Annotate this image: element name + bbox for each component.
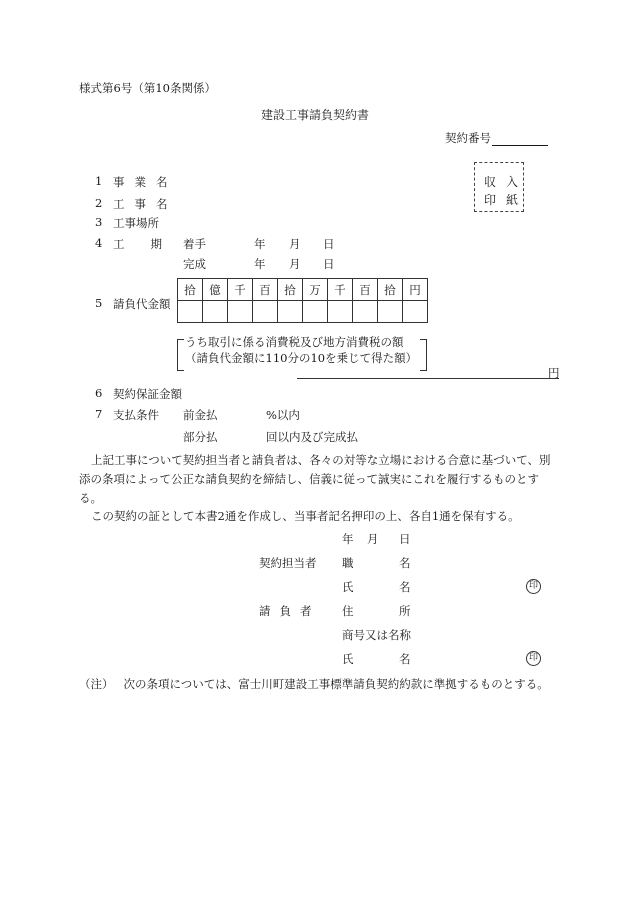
digit-input-cell[interactable] [328, 301, 353, 323]
advance-payment-label: 前金払 [183, 408, 218, 422]
stamp-char: 入 [506, 175, 519, 189]
bracket-right [420, 339, 427, 371]
contractor-name-label: 氏 [342, 652, 354, 666]
contract-number [445, 130, 548, 146]
item-number: 7 [95, 407, 103, 421]
contractor-company-label: 商号又は名称 [342, 628, 411, 642]
contractor-seal-icon: 印 [526, 651, 541, 666]
officer-name-suffix: 名 [399, 580, 411, 594]
digit-input-cell[interactable] [253, 301, 278, 323]
period-end-month: 月 [289, 257, 301, 271]
contractor-address-suffix: 所 [399, 604, 411, 618]
form-number: 様式第6号（第10条関係） [79, 81, 216, 95]
partial-payment-detail: 回以内及び完成払 [266, 430, 358, 444]
item-label-contract-amount: 請負代金額 [113, 297, 171, 311]
document-title: 建設工事請負契約書 [260, 108, 369, 122]
tax-label: うち取引に係る消費税及び地方消費税の額 [185, 335, 404, 349]
officer-label: 契約担当者 [259, 556, 317, 570]
item-label-payment: 支払条件 [113, 408, 159, 422]
item-label-guarantee: 契約保証金額 [113, 387, 182, 401]
tax-amount-field[interactable] [297, 378, 559, 379]
digit-input-cell[interactable] [203, 301, 228, 323]
amount-digit-table [177, 278, 428, 323]
stamp-char: 紙 [506, 193, 519, 207]
digit-input-cell[interactable] [403, 301, 428, 323]
date-year: 年 [342, 532, 354, 546]
item-number: 4 [95, 236, 103, 250]
item-number: 5 [95, 296, 103, 310]
copies-paragraph: この契約の証として本書2通を作成し、当事者記名押印の上、各自1通を保有する。 [91, 509, 520, 523]
digit-place-label: 万 [303, 279, 328, 301]
agreement-paragraph: 上記工事について契約担当者と請負者は、各々の対等な立場における合意に基づいて、別添の条項によって公正な請負契約を締結し、信義に従って誠実にこれを履行するものとする。 [79, 453, 551, 505]
stamp-char: 印 [484, 193, 497, 207]
advance-payment-detail: %以内 [266, 408, 300, 422]
partial-payment-label: 部分払 [183, 430, 218, 444]
contract-number-label: 契約番号 [445, 131, 491, 145]
digit-place-label: 拾 [278, 279, 303, 301]
revenue-stamp-box [474, 162, 524, 212]
item-number: 2 [95, 196, 103, 210]
digit-input-cell[interactable] [303, 301, 328, 323]
period-start-day: 日 [323, 237, 335, 251]
digit-input-cell[interactable] [378, 301, 403, 323]
digit-place-label: 百 [353, 279, 378, 301]
digit-place-label: 百 [253, 279, 278, 301]
officer-name-label: 氏 [342, 580, 354, 594]
officer-title-label: 職 [342, 556, 354, 570]
tax-yen-unit: 円 [548, 366, 560, 380]
footnote-text: 次の条項については、富士川町建設工事標準請負契約約款に準拠するものとする。 [123, 677, 549, 691]
item-label-location: 工事場所 [113, 216, 159, 230]
period-end-year: 年 [254, 257, 266, 271]
period-start-label: 着手 [183, 237, 206, 251]
digit-place-label: 千 [328, 279, 353, 301]
contractor-label: 請負者 [259, 604, 321, 618]
date-day: 日 [399, 532, 411, 546]
contractor-name-suffix: 名 [399, 652, 411, 666]
officer-seal-icon: 印 [526, 579, 541, 594]
tax-amount-box [177, 334, 560, 380]
item-number: 1 [95, 174, 103, 188]
digit-place-label: 円 [403, 279, 428, 301]
digit-input-cell[interactable] [228, 301, 253, 323]
contractor-address-label: 住 [342, 604, 354, 618]
item-label-period: 工期 [113, 237, 188, 251]
digit-place-label: 億 [203, 279, 228, 301]
item-number: 3 [95, 215, 103, 229]
period-end-day: 日 [323, 257, 335, 271]
officer-title-suffix: 名 [399, 556, 411, 570]
footnote [79, 675, 559, 694]
item-label-work-name: 工事名 [113, 197, 178, 211]
footnote-label: （注） [79, 677, 114, 691]
digit-input-cell[interactable] [353, 301, 378, 323]
digit-input-cell[interactable] [178, 301, 203, 323]
date-month: 月 [367, 532, 379, 546]
bracket-left [177, 339, 184, 371]
period-end-label: 完成 [183, 257, 206, 271]
item-number: 6 [95, 386, 103, 400]
tax-note: （請負代金額に110分の10を乗じて得た額） [185, 351, 418, 365]
stamp-char: 収 [484, 175, 497, 189]
digit-place-label: 拾 [178, 279, 203, 301]
period-start-month: 月 [289, 237, 301, 251]
digit-place-label: 拾 [378, 279, 403, 301]
item-label-project: 事業名 [113, 175, 178, 189]
digit-input-cell[interactable] [278, 301, 303, 323]
contract-number-field[interactable] [492, 133, 548, 146]
period-start-year: 年 [254, 237, 266, 251]
digit-place-label: 千 [228, 279, 253, 301]
